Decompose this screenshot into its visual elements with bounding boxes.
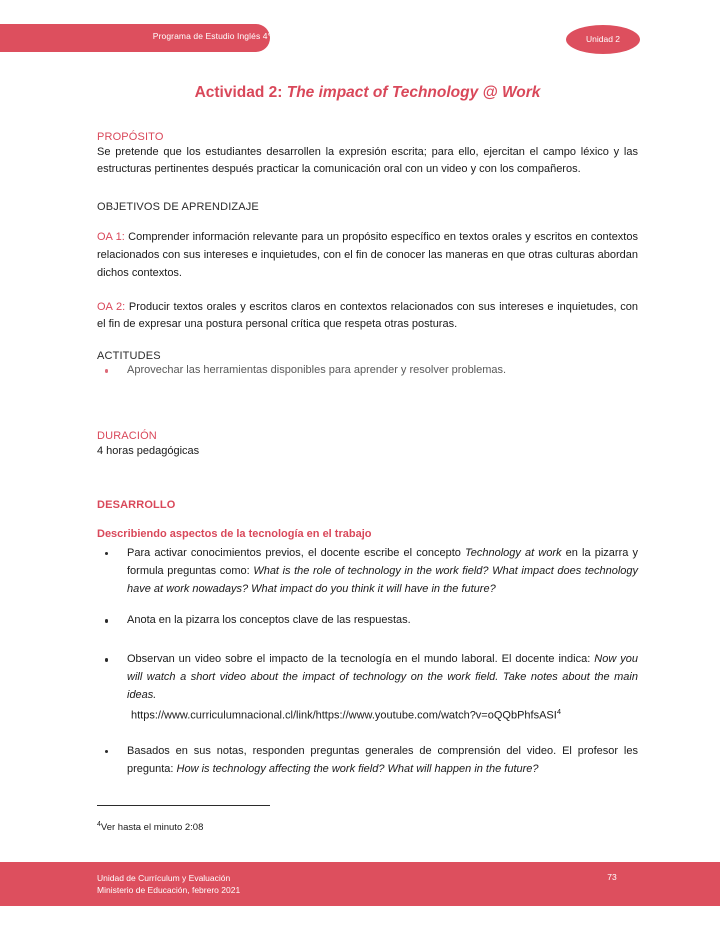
footnote-number: 4 bbox=[97, 820, 101, 828]
page-title bbox=[97, 84, 638, 103]
unit-badge-label: Unidad 2 bbox=[585, 34, 621, 44]
page-title-emphasis: The impact of Technology @ Work bbox=[286, 84, 541, 101]
list-item bbox=[97, 612, 638, 630]
page-content bbox=[97, 0, 638, 834]
bullet-4-text: Basados en sus notas, responden preguntas generales de comprensión del video. El profesor les pregunta: bbox=[127, 745, 638, 775]
oa1-text: Comprender información relevante para un propósito específico en textos orales y escritos en contextos relacionados con sus intereses e inquietudes, con el fin de conocer las maneras en que otras culturas abordan dichos contextos. bbox=[97, 231, 638, 279]
footer-line-1: Unidad de Currículum y Evaluación bbox=[97, 873, 231, 883]
oa1-tag: OA 1: bbox=[97, 231, 125, 244]
section-label-objetivos: OBJETIVOS DE APRENDIZAJE bbox=[97, 201, 259, 214]
bullet-1-text-b: en la pizarra y formula preguntas como: bbox=[127, 546, 638, 577]
spacer bbox=[97, 380, 638, 402]
footnote bbox=[97, 820, 638, 834]
spacer bbox=[97, 213, 638, 229]
video-url-text: https://www.curriculumnacional.cl/link/https://www.youtube.com/watch?v=oQQbPhfsASI bbox=[131, 709, 557, 722]
bullet-2-text: Anota en la pizarra los conceptos clave de las respuestas. bbox=[127, 614, 411, 627]
bullet-3-text: Observan un video sobre el impacto de la tecnología en el mundo laboral. El docente indica: bbox=[127, 653, 595, 666]
bullet-1-italic-a: Technology at work bbox=[465, 546, 562, 559]
list-item bbox=[97, 743, 638, 779]
spacer bbox=[97, 179, 638, 201]
section-label-duracion: DURACIÓN bbox=[97, 430, 157, 443]
bullet-4-italic: How is technology affecting the work field? What will happen in the future? bbox=[176, 762, 539, 775]
oa2-text: Producir textos orales y escritos claros en contextos relacionados con sus intereses e inquietudes, con el fin de expresar una postura personal crítica que respeta otras posturas. bbox=[97, 300, 638, 331]
list-item bbox=[97, 545, 638, 598]
list-item: Aprovechar las herramientas disponibles para aprender y resolver problemas. bbox=[97, 362, 638, 380]
list-item bbox=[97, 651, 638, 725]
desarrollo-subheading: Describiendo aspectos de la tecnología en el trabajo bbox=[97, 527, 372, 540]
page-number: 73 bbox=[607, 872, 617, 882]
spacer bbox=[97, 334, 638, 350]
section-label-actitudes: ACTITUDES bbox=[97, 350, 161, 363]
bullet-3-italic: Now you will watch a short video about the impact of technology on the work field. Take notes about the main ideas. bbox=[127, 653, 639, 701]
spacer bbox=[97, 461, 638, 483]
section-label-proposito: PROPÓSITO bbox=[97, 130, 164, 143]
video-url-link[interactable] bbox=[127, 706, 638, 725]
proposito-text: Se pretende que los estudiantes desarrollen la expresión escrita; para ello, ejercitan el campo léxico y las estructuras pertinentes después practicar la comunicación oral con un video y con los compañeros. bbox=[97, 145, 638, 176]
page-title-prefix: Actividad 2: bbox=[194, 84, 287, 101]
objetivo-oa1 bbox=[97, 229, 638, 282]
footer-credits bbox=[97, 872, 240, 897]
footer-line-2: Ministerio de Educación, febrero 2021 bbox=[97, 885, 241, 896]
spacer bbox=[97, 283, 638, 299]
actitudes-list bbox=[97, 362, 638, 380]
footnote-marker: 4 bbox=[556, 706, 561, 716]
footnote-separator bbox=[97, 805, 270, 806]
duracion-text: 4 horas pedagógicas bbox=[97, 445, 200, 458]
bullet-1-italic-b: What is the role of technology in the work field? What impact does technology have at work nowadays? What impact do you think it will have in the future? bbox=[127, 564, 638, 595]
objetivo-oa2 bbox=[97, 299, 638, 335]
spacer bbox=[97, 483, 638, 499]
oa2-tag: OA 2: bbox=[97, 300, 126, 313]
bullet-1-text-a: Para activar conocimientos previos, el docente escribe el concepto bbox=[127, 546, 466, 559]
header-banner-label: Programa de Estudio Inglés 4° Medio bbox=[152, 31, 298, 41]
footnote-text: Ver hasta el minuto 2:08 bbox=[100, 821, 204, 833]
section-label-desarrollo: DESARROLLO bbox=[97, 498, 176, 511]
desarrollo-list bbox=[97, 545, 638, 779]
